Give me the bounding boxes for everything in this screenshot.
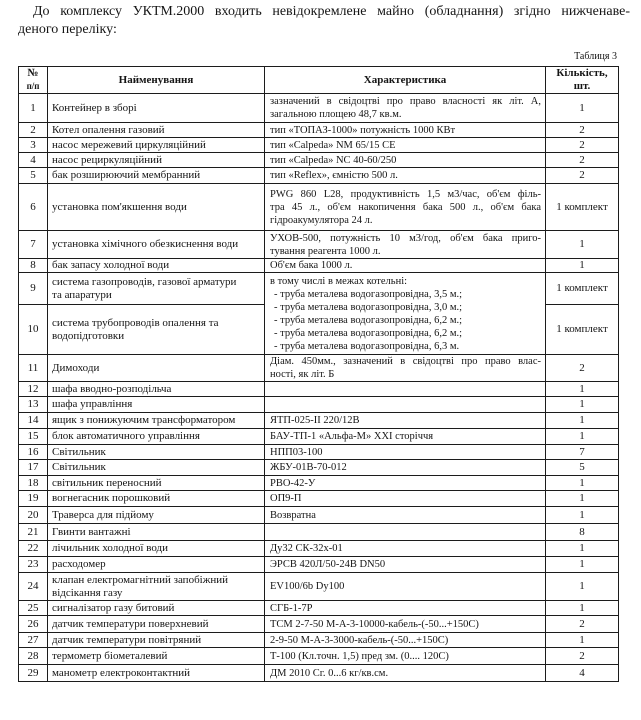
item-name <box>48 601 265 616</box>
equipment-table <box>18 66 619 682</box>
row-number: 27 <box>19 633 48 648</box>
item-name <box>48 665 265 682</box>
header-quantity-line: Кількість, <box>556 67 608 79</box>
table-row <box>19 231 619 259</box>
item-name <box>48 476 265 491</box>
item-quantity: 2 <box>546 138 619 153</box>
item-characteristic-line: EV100/6b Dy100 <box>270 581 345 592</box>
table-row <box>19 491 619 507</box>
item-characteristic <box>265 665 546 682</box>
header-number-sign: № <box>27 67 39 79</box>
item-characteristic <box>265 601 546 616</box>
item-name <box>48 231 265 259</box>
item-characteristic <box>265 231 546 259</box>
item-name-line: насос мережевий циркуляційний <box>52 138 206 151</box>
table-row <box>19 633 619 648</box>
row-number: 14 <box>19 413 48 429</box>
table-row <box>19 557 619 573</box>
item-characteristic-line: тип «ТОПАЗ-1000» потужність 1000 КВт <box>270 124 456 136</box>
item-characteristic-line: - труба металева водогазопровідна, 3,5 м.; <box>274 288 463 300</box>
item-name <box>48 429 265 445</box>
item-name-line: сигналізатор газу битовий <box>52 601 175 614</box>
table-row <box>19 524 619 541</box>
item-name-line: термометр біометалевий <box>52 649 168 662</box>
table-row <box>19 616 619 633</box>
item-name <box>48 273 265 305</box>
item-name-line: Котел опалення газовий <box>52 123 165 136</box>
item-name-line: датчик температури поверхневий <box>52 617 209 630</box>
table-caption: Таблиця 3 <box>574 51 617 62</box>
item-name-line: ящик з понижуючим трансформатором <box>52 414 236 426</box>
row-number: 18 <box>19 476 48 491</box>
item-characteristic <box>265 355 546 382</box>
item-characteristic <box>265 382 546 397</box>
table-row <box>19 445 619 460</box>
item-characteristic <box>265 429 546 445</box>
row-number: 1 <box>19 94 48 123</box>
item-quantity: 1 <box>546 541 619 557</box>
row-number: 17 <box>19 460 48 476</box>
item-characteristic-line: гідроакумулятора 24 л. <box>270 214 373 226</box>
item-characteristic-line: - труба металева водогазопровідна, 6,2 м.; <box>274 327 463 339</box>
item-quantity: 4 <box>546 665 619 682</box>
item-characteristic-line: зазначений в свідоцтві про право власності як літ. А, <box>270 96 541 107</box>
item-name-line: датчик температури повітряний <box>52 633 202 646</box>
header-number <box>19 67 48 94</box>
item-characteristic-line: ності, як літ. Б <box>270 369 335 380</box>
item-quantity: 1 <box>546 259 619 273</box>
item-name-line: Контейнер в зборі <box>52 101 137 114</box>
item-characteristic-line: ЯТП-025-II 220/12В <box>270 415 360 426</box>
item-characteristic-line: тування реагента 1000 л. <box>270 245 381 257</box>
row-number: 11 <box>19 355 48 382</box>
item-quantity: 1 <box>546 476 619 491</box>
item-name-line: лічильник холодної води <box>52 542 169 554</box>
item-quantity: 2 <box>546 355 619 382</box>
table-row <box>19 476 619 491</box>
table-row <box>19 460 619 476</box>
row-number: 10 <box>19 305 48 355</box>
table-row <box>19 273 619 305</box>
item-quantity: 1 комплект <box>546 184 619 231</box>
item-name-line: бак запасу холодної води <box>52 259 170 271</box>
item-quantity: 1 <box>546 413 619 429</box>
item-characteristic <box>265 94 546 123</box>
row-number: 21 <box>19 524 48 541</box>
row-number: 19 <box>19 491 48 507</box>
item-name-line: система газопроводів, газової арматури <box>52 275 237 288</box>
item-characteristic-line: УХОВ-500, потужність 10 м3/год, об'єм бака приго- <box>270 232 541 244</box>
item-characteristic <box>265 557 546 573</box>
item-name <box>48 491 265 507</box>
item-characteristic <box>265 633 546 648</box>
item-characteristic-line: Діам. 450мм., зазначений в свідоцтві про право влас- <box>270 356 541 367</box>
item-name-line: установка хімічного обезкиснення води <box>52 238 239 250</box>
item-name-line: Світильник <box>52 445 106 458</box>
item-characteristic-line: ОП9-П <box>270 493 302 504</box>
item-quantity: 1 <box>546 633 619 648</box>
item-characteristic <box>265 616 546 633</box>
item-name-line: расходомер <box>52 558 106 570</box>
header-row <box>19 67 619 94</box>
table-header <box>19 67 619 94</box>
item-name <box>48 648 265 665</box>
intro-line: До комплексу УКТМ.2000 входить невідокремлене майно (обладнання) згідно нижченаве- <box>33 4 630 19</box>
item-quantity: 5 <box>546 460 619 476</box>
table-row <box>19 507 619 524</box>
item-characteristic-line: тра 45 л., об'єм накопичення бака 500 л., об'єм бака <box>270 201 541 213</box>
item-quantity: 1 <box>546 601 619 616</box>
row-number: 2 <box>19 123 48 138</box>
item-characteristic-line: ЖБУ-01В-70-012 <box>270 462 347 473</box>
header-quantity <box>546 67 619 94</box>
item-name-line: водопідготовки <box>52 329 125 342</box>
row-number: 6 <box>19 184 48 231</box>
item-characteristic-line: в тому числі в межах котельні: <box>270 275 408 287</box>
item-quantity: 1 <box>546 94 619 123</box>
item-quantity: 1 комплект <box>546 305 619 355</box>
row-number: 29 <box>19 665 48 682</box>
item-name-line: блок автоматичного управління <box>52 430 200 442</box>
item-quantity: 1 <box>546 507 619 524</box>
item-characteristic <box>265 541 546 557</box>
item-characteristic-line: загальною площею 48,7 кв.м. <box>270 109 402 120</box>
row-number: 3 <box>19 138 48 153</box>
item-characteristic-line: ДМ 2010 Сг. 0...6 кг/кв.см. <box>270 667 389 679</box>
item-characteristic-line: НПП03-100 <box>270 446 323 458</box>
item-characteristic <box>265 138 546 153</box>
item-name-line: насос рециркуляційний <box>52 153 162 166</box>
item-characteristic-line: тип «Calpeda» NM 65/15 CE <box>270 139 396 151</box>
item-characteristic <box>265 153 546 168</box>
row-number: 15 <box>19 429 48 445</box>
item-characteristic <box>265 524 546 541</box>
item-name-line: установка пом'якшення води <box>52 200 187 213</box>
table-row <box>19 413 619 429</box>
row-number: 25 <box>19 601 48 616</box>
item-quantity: 1 <box>546 573 619 601</box>
item-name <box>48 355 265 382</box>
item-name <box>48 123 265 138</box>
header-number-abbr: п/п <box>26 81 40 91</box>
item-name <box>48 633 265 648</box>
row-number: 5 <box>19 168 48 184</box>
item-quantity: 1 комплект <box>546 273 619 305</box>
item-characteristic <box>265 273 546 355</box>
item-name <box>48 184 265 231</box>
item-characteristic <box>265 507 546 524</box>
item-characteristic <box>265 123 546 138</box>
item-name-line: Світильник <box>52 461 106 473</box>
row-number: 16 <box>19 445 48 460</box>
item-characteristic <box>265 413 546 429</box>
item-characteristic-line: Возвратна <box>270 509 316 521</box>
item-name <box>48 507 265 524</box>
item-characteristic <box>265 476 546 491</box>
item-name <box>48 524 265 541</box>
item-name-line: клапан електромагнітний запобіжний <box>52 573 228 586</box>
table-row <box>19 355 619 382</box>
item-name <box>48 168 265 184</box>
table-row <box>19 94 619 123</box>
table-row <box>19 573 619 601</box>
item-name-line: вогнегасник порошковий <box>52 492 171 504</box>
table-row <box>19 259 619 273</box>
table-row <box>19 429 619 445</box>
item-quantity: 2 <box>546 153 619 168</box>
item-name-line: манометр електроконтактний <box>52 666 191 679</box>
item-characteristic <box>265 445 546 460</box>
item-name <box>48 397 265 413</box>
item-quantity: 2 <box>546 648 619 665</box>
item-characteristic-line: 2-9-50 М-А-3-3000-кабель-(-50...+150С) <box>270 634 449 646</box>
row-number: 13 <box>19 397 48 413</box>
header-name: Найменування <box>48 67 265 94</box>
row-number: 8 <box>19 259 48 273</box>
item-quantity: 1 <box>546 491 619 507</box>
item-name-line: система трубопроводів опалення та <box>52 316 219 329</box>
item-characteristic-line: ТСМ 2-7-50 М-А-3-10000-кабель-(-50...+150С) <box>270 618 479 630</box>
item-name <box>48 305 265 355</box>
item-name-line: шафа управління <box>52 398 133 410</box>
item-characteristic-line: - труба металева водогазопровідна, 6,2 м.; <box>274 314 463 326</box>
item-name-line: Димоходи <box>52 361 100 374</box>
table-row <box>19 648 619 665</box>
header-characteristic: Характеристика <box>265 67 546 94</box>
item-name-line: шафа вводно-розподільча <box>52 382 172 395</box>
item-quantity: 7 <box>546 445 619 460</box>
item-quantity: 1 <box>546 231 619 259</box>
item-name <box>48 573 265 601</box>
item-name <box>48 413 265 429</box>
table-row <box>19 382 619 397</box>
row-number: 12 <box>19 382 48 397</box>
item-name <box>48 382 265 397</box>
table-row <box>19 138 619 153</box>
item-characteristic-line: РВО-42-У <box>270 477 316 489</box>
item-characteristic-line: БАУ-ТП-1 «Альфа-М» XXI сторіччя <box>270 431 434 442</box>
item-characteristic-line: СГБ-1-7Р <box>270 602 313 614</box>
item-characteristic-line: тип «Calpeda» NC 40-60/250 <box>270 154 397 166</box>
item-name <box>48 557 265 573</box>
intro-line: деного переліку: <box>18 22 117 37</box>
item-name-line: відсікання газу <box>52 586 123 599</box>
row-number: 28 <box>19 648 48 665</box>
item-quantity: 2 <box>546 123 619 138</box>
item-characteristic <box>265 397 546 413</box>
item-name <box>48 616 265 633</box>
row-number: 26 <box>19 616 48 633</box>
table-row <box>19 123 619 138</box>
item-name-line: Гвинти вантажні <box>52 525 131 538</box>
row-number: 23 <box>19 557 48 573</box>
item-characteristic <box>265 259 546 273</box>
item-characteristic-line: - труба металева водогазопровідна, 3,0 м.; <box>274 301 463 313</box>
item-quantity: 2 <box>546 168 619 184</box>
item-name <box>48 445 265 460</box>
item-characteristic <box>265 573 546 601</box>
item-quantity: 1 <box>546 557 619 573</box>
item-characteristic-line: PWG 860 L28, продуктивність 1,5 м3/час, об'єм філь- <box>270 188 541 200</box>
item-name <box>48 138 265 153</box>
header-quantity-line: шт. <box>573 80 591 92</box>
item-name-line: світильник переносний <box>52 476 162 489</box>
item-quantity: 1 <box>546 429 619 445</box>
table-row <box>19 168 619 184</box>
row-number: 24 <box>19 573 48 601</box>
item-quantity: 1 <box>546 382 619 397</box>
row-number: 22 <box>19 541 48 557</box>
item-characteristic-line: - труба металева водогазопровідна, 6,3 м. <box>274 340 460 352</box>
item-name <box>48 153 265 168</box>
item-characteristic-line: Ду32 СК-32х-01 <box>270 543 343 554</box>
table-row <box>19 665 619 682</box>
table-body <box>19 94 619 682</box>
item-characteristic-line: тип «Reflex», ємністю 500 л. <box>270 170 398 181</box>
table-row <box>19 153 619 168</box>
item-quantity: 1 <box>546 397 619 413</box>
item-characteristic-line: Т-100 (Кл.точн. 1,5) пред зм. (0.... 120С) <box>270 650 449 662</box>
item-name <box>48 460 265 476</box>
row-number: 7 <box>19 231 48 259</box>
table-row <box>19 184 619 231</box>
row-number: 9 <box>19 273 48 305</box>
item-characteristic-line: ЭРСВ 420Л/50-24В DN50 <box>270 559 386 570</box>
table-row <box>19 541 619 557</box>
item-name <box>48 94 265 123</box>
item-characteristic <box>265 648 546 665</box>
row-number: 20 <box>19 507 48 524</box>
row-number: 4 <box>19 153 48 168</box>
item-characteristic <box>265 168 546 184</box>
item-name <box>48 259 265 273</box>
item-characteristic <box>265 184 546 231</box>
item-name <box>48 541 265 557</box>
item-characteristic <box>265 491 546 507</box>
item-name-line: Траверса для підйому <box>52 508 154 521</box>
item-quantity: 2 <box>546 616 619 633</box>
item-characteristic-line: Об'єм бака 1000 л. <box>270 260 353 271</box>
item-name-line: бак розширюючий мембранний <box>52 169 201 181</box>
item-name-line: та апаратури <box>52 288 112 301</box>
item-characteristic <box>265 460 546 476</box>
item-quantity: 8 <box>546 524 619 541</box>
table-row <box>19 601 619 616</box>
intro-paragraph <box>18 3 630 39</box>
table-row <box>19 397 619 413</box>
